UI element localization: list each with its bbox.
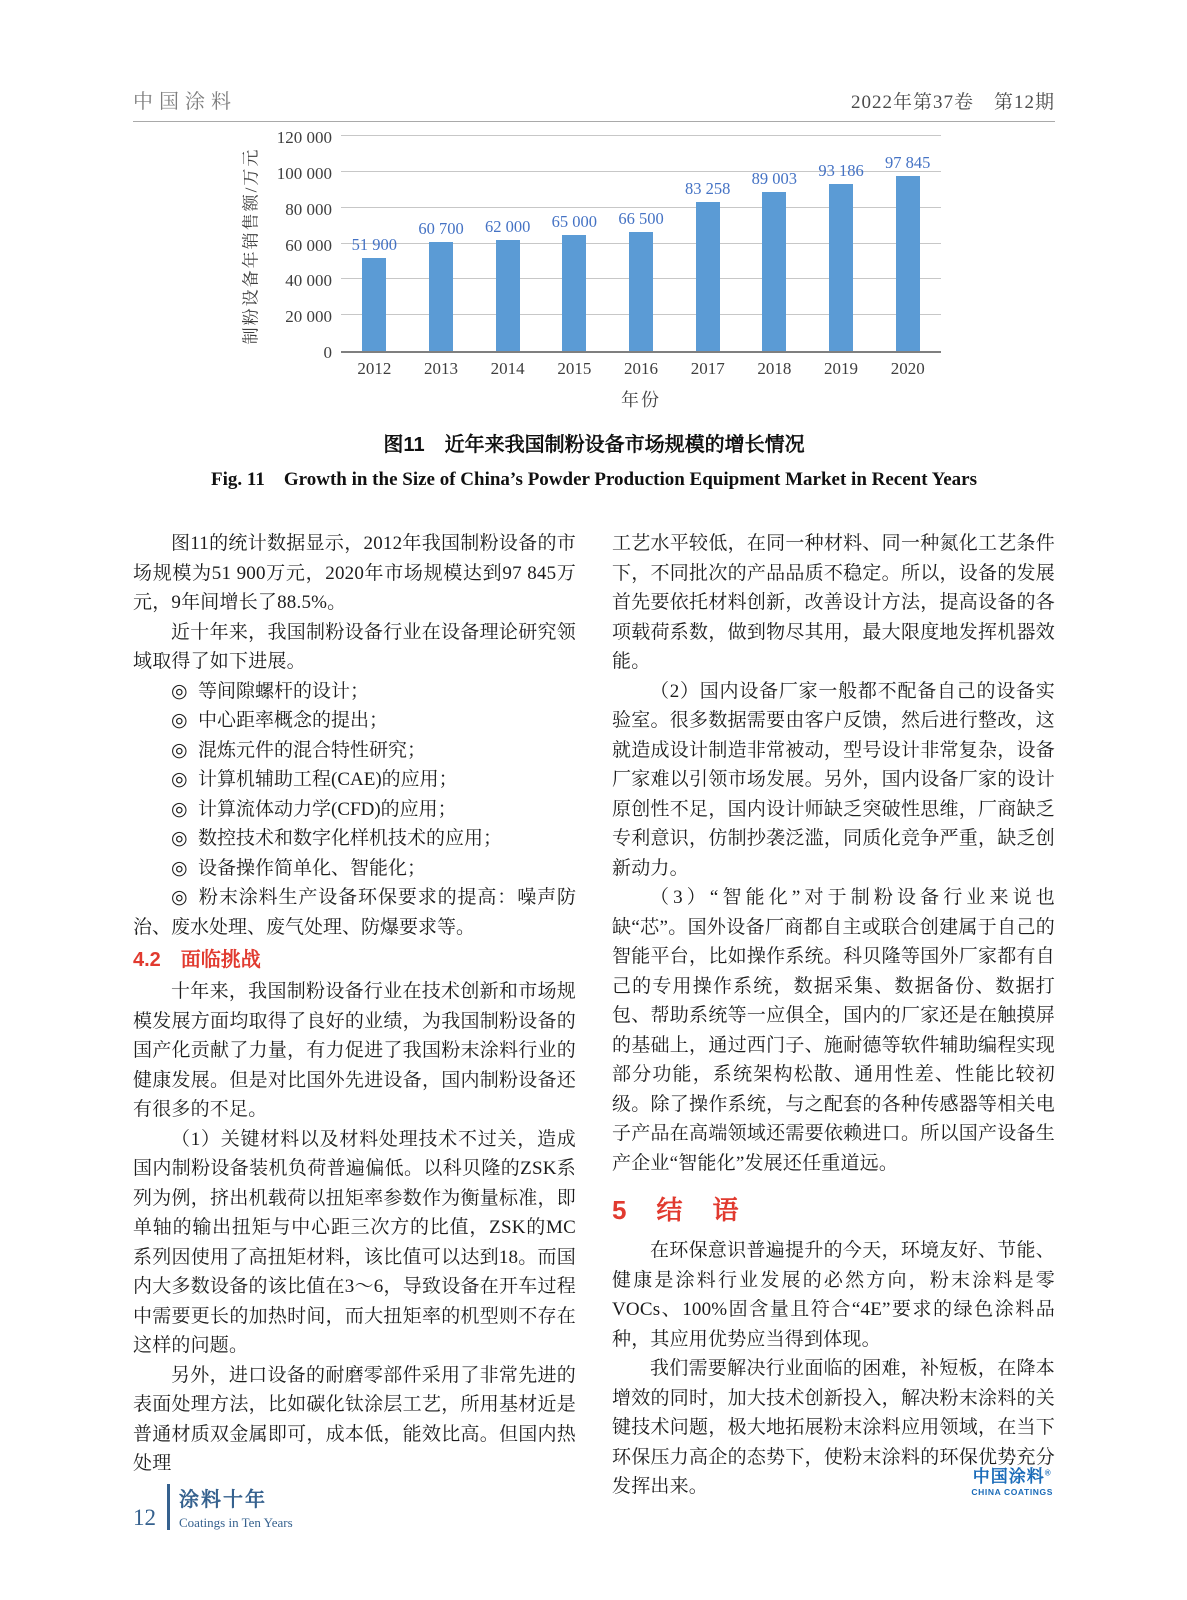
y-axis [265,128,341,362]
x-axis [341,353,941,379]
bullet-icon: ◎ [171,739,188,761]
logo-text-zh: 中国涂料 [972,1467,1045,1487]
bar-value-label: 51 900 [351,235,398,255]
bar-slot [541,138,608,351]
paragraph: 在环保意识普遍提升的今天，环境友好、节能、健康是涂料行业发展的必然方向，粉末涂料是零VOCs、100%固含量且符合“4E”要求的绿色涂料品种，其应用优势应当得到体现。 [612,1240,1055,1350]
bullet-icon: ◎ [171,798,188,820]
x-tick-label: 2019 [824,359,859,378]
bar-value-label: 83 258 [685,178,731,198]
series-title-zh: 涂料十年 [179,1489,267,1511]
bar [896,176,920,351]
paragraph: 十年来，我国制粉设备行业在技术创新和市场规模发展方面均取得了良好的业绩，为我国制粉设备的国产化贡献了力量，有力促进了我国粉末涂料行业的健康发展。但是对比国外先进设备，国内制粉设备还有很多的不足。 [133,981,576,1120]
page-header [133,85,1055,122]
paragraph: 图11的统计数据显示，2012年我国制粉设备的市场规模为51 900万元，2020年市场规模达到97 845万元，9年间增长了88.5%。 [133,533,576,613]
paragraph: 近十年来，我国制粉设备行业在设备理论研究领域取得了如下进展。 [133,621,576,672]
section-heading-4-2: 4.2 面临挑战 [133,949,261,971]
journal-name: 中国涂料 [133,91,237,113]
y-tick-label: 20 000 [285,307,332,327]
paragraph: 工艺水平较低，在同一种材料、同一种氮化工艺条件下，不同批次的产品品质不稳定。所以，设备的发展首先要依托材料创新，改善设计方法，提高设备的各项载荷系数，做到物尽其用，最大限度地发挥机器效能。 [612,533,1055,672]
bar-value-label: 60 700 [418,219,464,239]
list-item: ◎ 中心距率概念的提出； [171,710,389,731]
list-item: ◎ 等间隙螺杆的设计； [171,680,370,702]
bullet-icon: ◎ [171,680,188,702]
bar-slot [341,138,408,351]
bar-slot [674,138,741,351]
page-footer [133,1483,293,1531]
bullet-icon: ◎ [171,710,188,731]
x-tick-label: 2013 [424,359,458,378]
y-tick-label: 120 000 [276,128,332,147]
y-axis-title: 制粉设备年销售额/万元 [241,147,261,344]
bar [496,240,520,351]
footer-divider [167,1484,170,1530]
x-tick-label: 2015 [557,359,592,378]
bar [429,242,453,351]
figure-caption-en: Fig. 11 Growth in the Size of China’s Powder Production Equipment Market in Recent Years [211,469,977,490]
gridline [341,135,941,136]
x-tick-label: 2017 [690,359,725,378]
y-tick-label: 80 000 [285,199,332,219]
list-item: ◎ 计算机辅助工程(CAE)的应用； [171,769,458,790]
bar-value-label: 97 845 [885,152,931,172]
bar-slot [874,138,941,351]
bullet-icon: ◎ [171,887,189,908]
figure-caption-zh: 图11 近年来我国制粉设备市场规模的增长情况 [383,434,805,456]
bar [696,202,720,351]
list-item: ◎ 数控技术和数字化样机技术的应用； [171,828,503,849]
list-item: ◎ 设备操作简单化、智能化； [171,857,427,879]
bar-value-label: 62 000 [484,216,531,236]
paragraph: （3）“智能化”对于制粉设备行业来说也缺“芯”。国外设备厂商都自主或联合创建属于自己的智能平台，比如操作系统。科贝隆等国外厂家都有自己的专用操作系统，数据采集、数据备份、数据打包、帮助系统等一应俱全，国内的厂家还是在触摸屏的基础上，通过西门子、施耐德等软件辅助编程实现部分功能，系统架构松散、通用性差、性能比较初级。除了操作系统，与之配套的各种传感器等相关电子产品在高端领域还需要依赖进口。所以国产设备生产企业“智能化”发展还任重道远。 [612,887,1055,1174]
x-axis-title: 年份 [621,390,661,410]
bar [829,184,853,351]
bar-slot [474,138,541,351]
left-column [133,529,576,1502]
bar [762,192,786,351]
x-tick-label: 2020 [890,359,925,378]
bar [629,232,653,351]
paragraph: （2）国内设备厂家一般都不配备自己的设备实验室。很多数据需要由客户反馈，然后进行整改，这就造成设计制造非常被动，型号设计非常复杂，设备厂家难以引领市场发展。另外，国内设备厂家的设计原创性不足，国内设计师缺乏突破性思维，厂商缺乏专利意识，仿制抄袭泛滥，同质化竞争严重，缺乏创新动力。 [612,680,1055,879]
logo-text-en: CHINA COATINGS [971,1487,1053,1498]
bar-slot [808,138,875,351]
y-tick-label: 60 000 [285,235,332,255]
chart-plot-area [341,138,941,353]
bullet-icon: ◎ [171,828,188,849]
list-item: ◎ 计算流体动力学(CFD)的应用； [171,798,457,820]
bar-value-label: 93 186 [818,161,864,181]
x-tick-label: 2018 [757,359,792,378]
bar-slot [408,138,475,351]
bar-chart [233,128,948,412]
y-tick-label: 100 000 [276,163,332,183]
paragraph: 另外，进口设备的耐磨零部件采用了非常先进的表面处理方法，比如碳化钛涂层工艺，所用基材近是普通材质双金属即可，成本低，能效比高。但国内热处理 [133,1364,576,1474]
x-tick-label: 2014 [490,359,525,378]
x-tick-label: 2016 [624,359,659,378]
section-heading-5: 5 结 语 [612,1195,741,1225]
bullet-icon: ◎ [171,857,188,879]
page-number: 12 [133,1505,156,1530]
bars-container [341,138,941,351]
series-title-en: Coatings in Ten Years [179,1515,293,1530]
y-tick-label: 0 [323,343,332,362]
right-column [612,529,1055,1502]
bar-slot [608,138,675,351]
paragraph: （1）关键材料以及材料处理技术不过关，造成国内制粉设备装机负荷普遍偏低。以科贝隆的ZSK系列为例，挤出机载荷以扭矩率参数作为衡量标准，即单轴的输出扭矩与中心距三次方的比值，ZSK的MC系列因使用了高扭矩材料，该比值可以达到18。而国内大多数设备的该比值在3～6，导致设备在开车过程中需要更长的加热时间，而大扭矩率的机型则不存在这样的问题。 [133,1128,576,1356]
bar [562,235,586,351]
x-tick-label: 2012 [357,359,392,378]
list-item: ◎ 粉末涂料生产设备环保要求的提高：噪声防治、废水处理、废气处理、防爆要求等。 [133,887,576,938]
bar-value-label: 66 500 [618,208,664,228]
bar-value-label: 89 003 [751,168,798,188]
registered-mark-icon: ® [1044,1468,1052,1478]
body-columns [133,529,1055,1502]
bar-slot [741,138,808,351]
china-coatings-logo [971,1468,1053,1497]
bar-value-label: 65 000 [551,211,598,231]
y-tick-label: 40 000 [285,271,332,291]
list-item: ◎ 混炼元件的混合特性研究； [171,739,427,761]
issue-info: 2022年第37卷 第12期 [850,92,1055,113]
bullet-icon: ◎ [171,769,188,790]
paragraph: 我们需要解决行业面临的困难，补短板，在降本增效的同时，加大技术创新投入，解决粉末涂料的关键技术问题，极大地拓展粉末涂料应用领域，在当下环保压力高企的态势下，使粉末涂料的环保优势充分发挥出来。 [612,1358,1055,1497]
bar [362,258,386,351]
